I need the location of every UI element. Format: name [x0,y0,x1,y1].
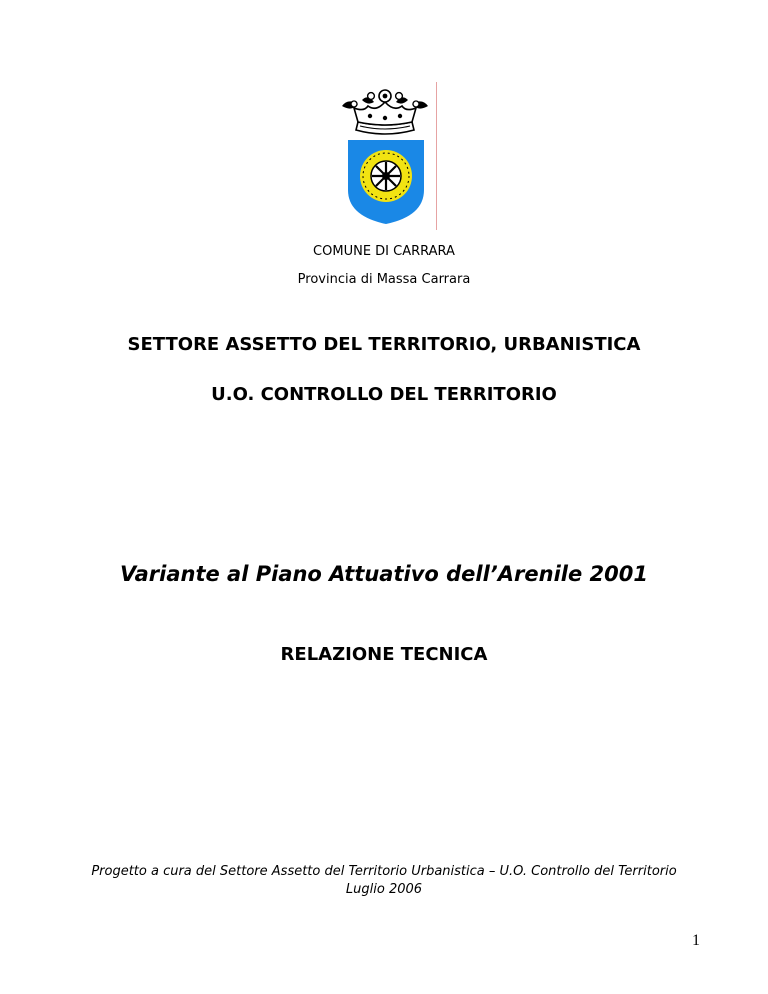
crown-icon [342,90,428,134]
wheel-icon [360,150,412,202]
document-title: Variante al Piano Attuativo dell’Arenile 2001 [119,562,648,586]
document-date: Luglio 2006 [345,882,423,897]
vertical-divider [436,82,437,230]
document-subtitle: RELAZIONE TECNICA [280,644,488,665]
page-number: 1 [692,932,700,949]
province-name: Provincia di Massa Carrara [297,272,471,287]
unit-heading: U.O. CONTROLLO DEL TERRITORIO [211,384,557,405]
project-credits: Progetto a cura del Settore Assetto del Territorio Urbanistica – U.O. Controllo del Territorio [91,864,677,879]
coat-of-arms-emblem [338,88,432,228]
municipality-name: COMUNE DI CARRARA [313,244,455,259]
sector-heading: SETTORE ASSETTO DEL TERRITORIO, URBANISTICA [127,334,641,355]
